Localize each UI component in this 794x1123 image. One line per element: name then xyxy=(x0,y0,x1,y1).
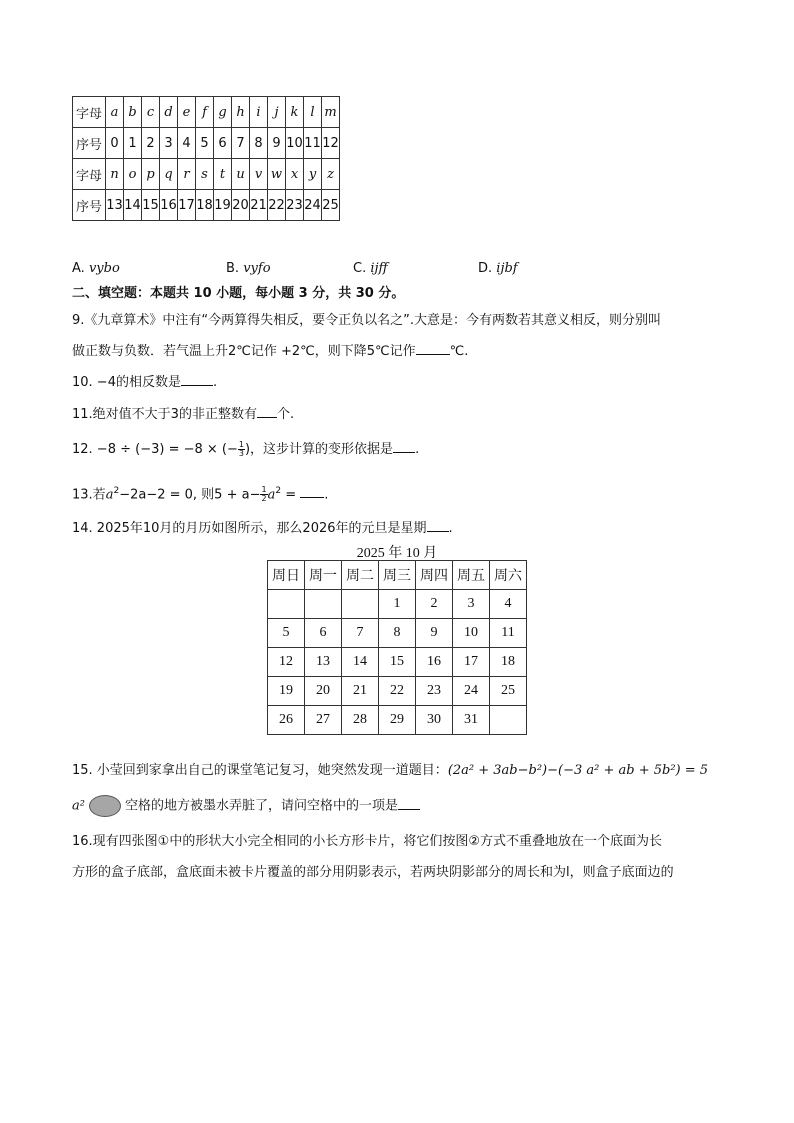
cipher-letter-cell: c xyxy=(142,97,160,128)
q13 xyxy=(72,482,328,504)
calendar-week-row xyxy=(268,619,527,648)
calendar-day-cell: 4 xyxy=(490,590,527,619)
q15-expression: (2a² + 3ab−b²)−(−3 a² + ab + 5b²) = 5 xyxy=(447,763,709,778)
cipher-letter-cell: a xyxy=(106,97,124,128)
q11-tail: 个. xyxy=(276,407,295,422)
cipher-number-cell: 10 xyxy=(286,128,304,159)
q14-text: 14. 2025年10月的月历如图所示，那么2026年的元旦是星期 xyxy=(72,521,427,536)
q15-expression-cont: a² xyxy=(72,798,85,814)
option-a-label: A. xyxy=(72,261,85,276)
calendar-day-cell: 19 xyxy=(268,677,305,706)
cipher-letter-cell: b xyxy=(124,97,142,128)
cipher-letter-cell: d xyxy=(160,97,178,128)
cipher-letter-cell: q xyxy=(160,159,178,190)
q16-line2: 方形的盒子底部，盒底面未被卡片覆盖的部分用阴影表示，若两块阴影部分的周长和为l，则盒子底面边的 xyxy=(72,865,674,880)
option-d-value: ijbf xyxy=(496,261,518,276)
cipher-row-head: 序号 xyxy=(73,190,106,221)
calendar-weekday-header: 周一 xyxy=(305,561,342,590)
q12-tail: . xyxy=(415,442,420,457)
cipher-row xyxy=(73,97,340,128)
calendar-weekday-header: 周日 xyxy=(268,561,305,590)
calendar-day-cell: 18 xyxy=(490,648,527,677)
calendar-day-cell xyxy=(268,590,305,619)
q13-post: = xyxy=(281,487,301,503)
q12-post: )，这步计算的变形依据是 xyxy=(244,442,394,457)
option-c-label: C. xyxy=(353,261,367,276)
calendar-day-cell: 15 xyxy=(379,648,416,677)
calendar-day-cell: 30 xyxy=(416,706,453,735)
cipher-number-cell: 3 xyxy=(160,128,178,159)
cipher-letter-cell: m xyxy=(322,97,340,128)
q11-text: 11.绝对值不大于3的非正整数有 xyxy=(72,407,257,422)
ink-blot xyxy=(89,795,121,817)
cipher-letter-cell: k xyxy=(286,97,304,128)
calendar-day-cell xyxy=(490,706,527,735)
q13-tail: . xyxy=(324,487,329,503)
section-heading: 二、填空题：本题共 10 小题，每小题 3 分，共 30 分。 xyxy=(72,286,405,301)
cipher-number-cell: 17 xyxy=(178,190,196,221)
q16-line1: 16.现有四张图①中的形状大小完全相同的小长方形卡片，将它们按图②方式不重叠地放在一个底面为长 xyxy=(72,834,662,849)
q13-exp: 2 xyxy=(113,486,120,496)
cipher-number-cell: 19 xyxy=(214,190,232,221)
cipher-table xyxy=(72,96,340,221)
option-b-value: vyfo xyxy=(243,261,271,276)
cipher-number-cell: 7 xyxy=(232,128,250,159)
q13-pre: 13.若 xyxy=(72,487,106,503)
option-d-label: D. xyxy=(478,261,493,276)
calendar-weekday-header: 周六 xyxy=(490,561,527,590)
calendar-week-row xyxy=(268,677,527,706)
cipher-number-cell: 0 xyxy=(106,128,124,159)
cipher-row xyxy=(73,128,340,159)
answer-blank xyxy=(393,440,415,453)
cipher-letter-cell: i xyxy=(250,97,268,128)
calendar-day-cell: 22 xyxy=(379,677,416,706)
calendar-table xyxy=(267,560,527,735)
q14-tail: . xyxy=(448,521,453,536)
calendar-day-cell: 11 xyxy=(490,619,527,648)
calendar-day-cell: 9 xyxy=(416,619,453,648)
option-c-value: ijff xyxy=(370,261,388,276)
cipher-letter-cell: u xyxy=(232,159,250,190)
q9-line1: 9.《九章算术》中注有“今两算得失相反，要令正负以名之”.大意是：今有两数若其意义相反，则分别叫 xyxy=(72,313,662,328)
cipher-letter-cell: o xyxy=(124,159,142,190)
cipher-number-cell: 11 xyxy=(304,128,322,159)
q10-tail: . xyxy=(212,375,218,390)
cipher-number-cell: 18 xyxy=(196,190,214,221)
fraction: $\frac{1}{3}$ xyxy=(238,440,244,458)
q13-var: a xyxy=(267,487,276,503)
q10-text: 10. −4的相反数是 xyxy=(72,375,181,390)
q13-expr: −2a−2 = 0, 则5 + a− xyxy=(119,487,261,503)
calendar-day-cell: 2 xyxy=(416,590,453,619)
calendar-day-cell: 6 xyxy=(305,619,342,648)
q11 xyxy=(72,405,294,424)
cipher-letter-cell: e xyxy=(178,97,196,128)
option-c xyxy=(353,260,388,278)
q15-text2: 空格的地方被墨水弄脏了，请问空格中的一项是 xyxy=(124,798,398,814)
answer-blank xyxy=(257,405,277,418)
option-a-value: vybo xyxy=(88,261,120,276)
calendar-day-cell: 10 xyxy=(453,619,490,648)
calendar-header-row xyxy=(268,561,527,590)
calendar-day-cell: 23 xyxy=(416,677,453,706)
calendar-day-cell: 13 xyxy=(305,648,342,677)
calendar-day-cell: 31 xyxy=(453,706,490,735)
cipher-number-cell: 12 xyxy=(322,128,340,159)
cipher-number-cell: 20 xyxy=(232,190,250,221)
cipher-number-cell: 5 xyxy=(196,128,214,159)
answer-blank xyxy=(427,519,449,532)
cipher-number-cell: 24 xyxy=(304,190,322,221)
calendar-day-cell: 29 xyxy=(379,706,416,735)
cipher-row-head: 序号 xyxy=(73,128,106,159)
cipher-letter-cell: j xyxy=(268,97,286,128)
option-d xyxy=(478,260,518,278)
q15-line1 xyxy=(72,762,708,780)
q9-tail: ℃. xyxy=(449,344,469,359)
calendar-day-cell: 12 xyxy=(268,648,305,677)
calendar-day-cell: 8 xyxy=(379,619,416,648)
option-a xyxy=(72,260,120,278)
q13-var: a xyxy=(105,487,114,503)
cipher-row-head: 字母 xyxy=(73,97,106,128)
cipher-number-cell: 21 xyxy=(250,190,268,221)
calendar-day-cell: 17 xyxy=(453,648,490,677)
cipher-letter-cell: t xyxy=(214,159,232,190)
answer-blank xyxy=(300,485,324,498)
cipher-number-cell: 8 xyxy=(250,128,268,159)
calendar-day-cell: 25 xyxy=(490,677,527,706)
cipher-row-head: 字母 xyxy=(73,159,106,190)
cipher-letter-cell: f xyxy=(196,97,214,128)
cipher-number-cell: 14 xyxy=(124,190,142,221)
q13-exp: 2 xyxy=(275,486,282,496)
calendar-day-cell: 21 xyxy=(342,677,379,706)
cipher-number-cell: 2 xyxy=(142,128,160,159)
calendar-week-row xyxy=(268,590,527,619)
cipher-letter-cell: s xyxy=(196,159,214,190)
cipher-letter-cell: l xyxy=(304,97,322,128)
answer-blank xyxy=(181,373,213,386)
cipher-number-cell: 23 xyxy=(286,190,304,221)
cipher-number-cell: 9 xyxy=(268,128,286,159)
cipher-number-cell: 15 xyxy=(142,190,160,221)
q9-text: 做正数与负数．若气温上升2℃记作 +2℃，则下降5℃记作 xyxy=(72,344,416,359)
calendar-week-row xyxy=(268,648,527,677)
cipher-number-cell: 6 xyxy=(214,128,232,159)
cipher-number-cell: 25 xyxy=(322,190,340,221)
option-b xyxy=(226,260,271,278)
cipher-letter-cell: r xyxy=(178,159,196,190)
calendar-weekday-header: 周四 xyxy=(416,561,453,590)
cipher-number-cell: 22 xyxy=(268,190,286,221)
cipher-letter-cell: y xyxy=(304,159,322,190)
calendar-day-cell: 1 xyxy=(379,590,416,619)
cipher-letter-cell: x xyxy=(286,159,304,190)
calendar-day-cell: 20 xyxy=(305,677,342,706)
calendar-day-cell: 3 xyxy=(453,590,490,619)
cipher-number-cell: 4 xyxy=(178,128,196,159)
cipher-letter-cell: p xyxy=(142,159,160,190)
answer-blank xyxy=(416,342,450,355)
calendar-day-cell: 26 xyxy=(268,706,305,735)
cipher-row xyxy=(73,159,340,190)
q15-line2 xyxy=(72,795,420,817)
fraction: $\frac{1}{2}$ xyxy=(261,485,267,504)
calendar-day-cell: 7 xyxy=(342,619,379,648)
calendar-day-cell: 14 xyxy=(342,648,379,677)
calendar-title: 2025 年 10 月 xyxy=(356,546,438,561)
cipher-number-cell: 13 xyxy=(106,190,124,221)
calendar-weekday-header: 周二 xyxy=(342,561,379,590)
q9-line2 xyxy=(72,342,468,361)
calendar-day-cell: 27 xyxy=(305,706,342,735)
cipher-letter-cell: g xyxy=(214,97,232,128)
q15-text: 15. 小莹回到家拿出自己的课堂笔记复习，她突然发现一道题目： xyxy=(72,763,448,778)
answer-blank xyxy=(398,797,420,810)
calendar-day-cell: 16 xyxy=(416,648,453,677)
cipher-row xyxy=(73,190,340,221)
calendar-day-cell xyxy=(305,590,342,619)
calendar-day-cell xyxy=(342,590,379,619)
calendar-day-cell: 24 xyxy=(453,677,490,706)
calendar-week-row xyxy=(268,706,527,735)
cipher-letter-cell: v xyxy=(250,159,268,190)
q12-pre: 12. −8 ÷ (−3) = −8 × (− xyxy=(72,442,238,457)
cipher-letter-cell: z xyxy=(322,159,340,190)
cipher-letter-cell: w xyxy=(268,159,286,190)
cipher-number-cell: 16 xyxy=(160,190,178,221)
q12 xyxy=(72,440,419,459)
calendar-day-cell: 28 xyxy=(342,706,379,735)
cipher-letter-cell: h xyxy=(232,97,250,128)
q10 xyxy=(72,373,217,392)
option-b-label: B. xyxy=(226,261,240,276)
calendar-weekday-header: 周三 xyxy=(379,561,416,590)
cipher-number-cell: 1 xyxy=(124,128,142,159)
q14 xyxy=(72,519,453,538)
calendar-weekday-header: 周五 xyxy=(453,561,490,590)
calendar-day-cell: 5 xyxy=(268,619,305,648)
cipher-letter-cell: n xyxy=(106,159,124,190)
